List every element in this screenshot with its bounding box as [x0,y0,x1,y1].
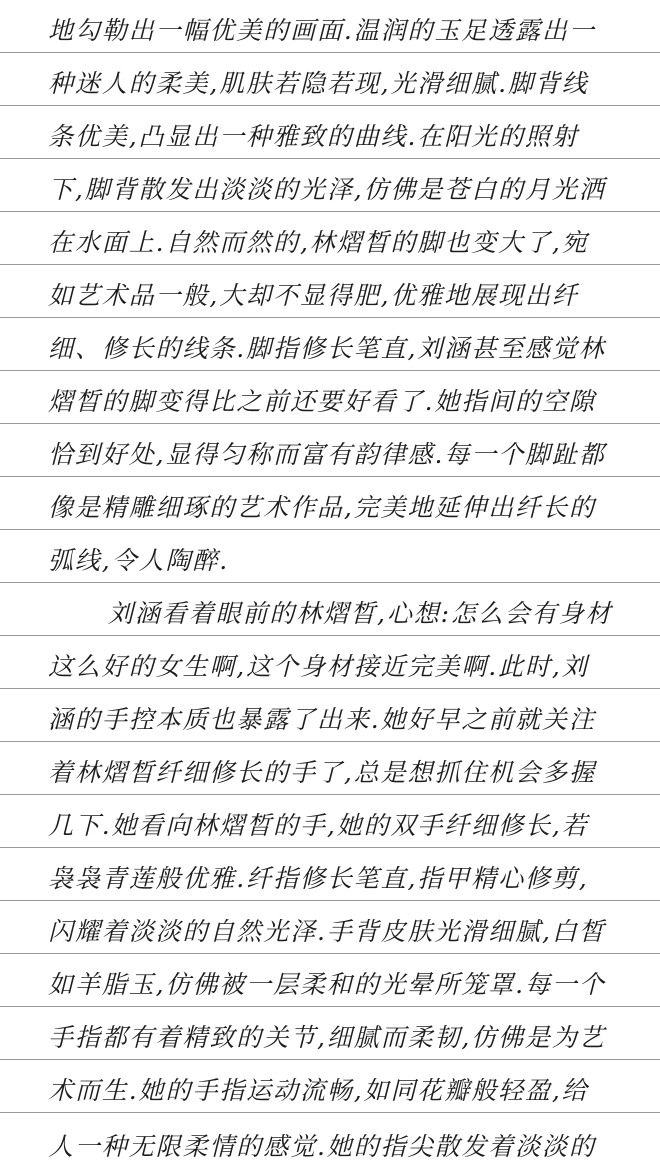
ruled-line [0,636,660,689]
text-line: 涵的手控本质也暴露了出来.她好早之前就关注 [48,705,596,734]
text-line: 着林熠晳纤细修长的手了,总是想抓住机会多握 [48,758,596,787]
text-line: 术而生.她的手指运动流畅,如同花瓣般轻盈,给 [48,1076,589,1105]
text-line: 地勾勒出一幅优美的画面.温润的玉足透露出一 [48,16,596,45]
text-line: 如艺术品一般,大却不显得肥,优雅地展现出纤 [48,281,579,310]
ruled-line [0,477,660,530]
ruled-line-partial [0,1113,660,1161]
text-line: 细、修长的线条.脚指修长笔直,刘涵甚至感觉林 [48,334,606,363]
text-line: 恰到好处,显得匀称而富有韵律感.每一个脚趾都 [48,440,606,469]
text-line: 条优美,凸显出一种雅致的曲线.在阳光的照射 [48,122,579,151]
text-line: 人一种无限柔情的感觉.她的指尖散发着淡淡的 [48,1132,596,1161]
ruled-line [0,1060,660,1113]
text-line: 闪耀着淡淡的自然光泽.手背皮肤光滑细腻,白皙 [48,917,606,946]
ruled-line [0,106,660,159]
text-line: 这么好的女生啊,这个身材接近完美啊.此时,刘 [48,652,589,681]
text-line: 袅袅青莲般优雅.纤指修长笔直,指甲精心修剪, [48,864,589,893]
ruled-line [0,0,660,53]
ruled-line [0,53,660,106]
ruled-line [0,1007,660,1060]
ruled-line [0,318,660,371]
ruled-line [0,954,660,1007]
text-line: 像是精雕细琢的艺术作品,完美地延伸出纤长的 [48,493,596,522]
ruled-line [0,212,660,265]
ruled-line [0,265,660,318]
text-line: 下,脚背散发出淡淡的光泽,仿佛是苍白的月光洒 [48,175,606,204]
ruled-line [0,689,660,742]
text-line: 熠晳的脚变得比之前还要好看了.她指间的空隙 [48,387,596,416]
text-line: 在水面上.自然而然的,林熠晳的脚也变大了,宛 [48,228,589,257]
ruled-line [0,901,660,954]
text-line: 种迷人的柔美,肌肤若隐若现,光滑细腻.脚背线 [48,69,589,98]
ruled-line [0,530,660,583]
paragraph-start-line: 刘涵看着眼前的林熠晳,心想:怎么会有身材 [108,599,613,628]
text-line: 手指都有着精致的关节,细腻而柔韧,仿佛是为艺 [48,1023,606,1052]
ruled-line [0,583,660,636]
text-line: 如羊脂玉,仿佛被一层柔和的光晕所笼罩.每一个 [48,970,606,999]
ruled-line [0,742,660,795]
ruled-line [0,424,660,477]
ruled-line [0,371,660,424]
ruled-line [0,795,660,848]
ruled-line [0,848,660,901]
ruled-line [0,159,660,212]
text-line: 几下.她看向林熠晳的手,她的双手纤细修长,若 [48,811,589,840]
text-line: 弧线,令人陶醉. [48,546,230,575]
